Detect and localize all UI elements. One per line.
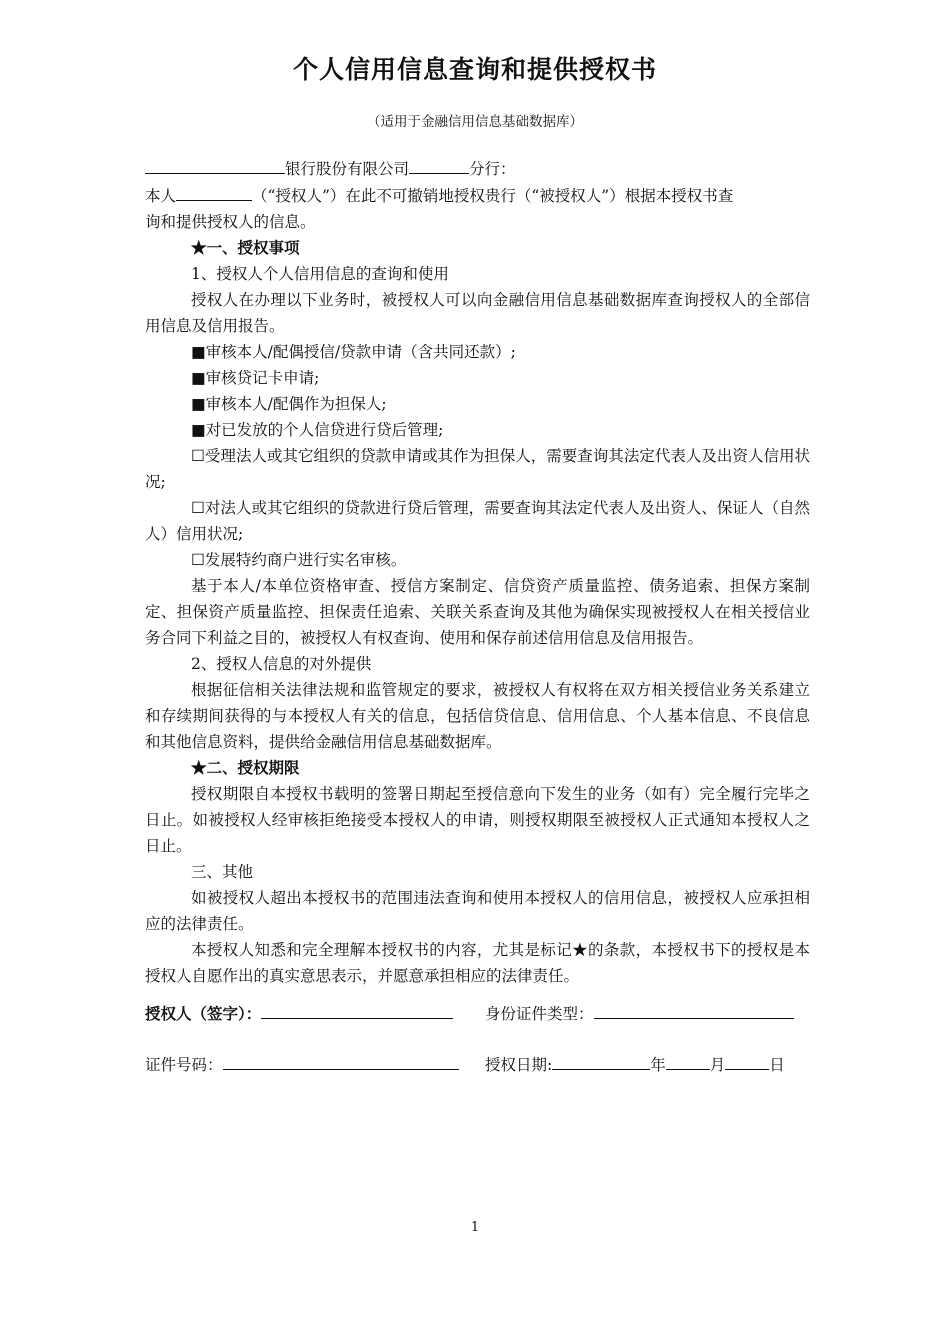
section3-heading: 三、其他 [191, 863, 254, 881]
id-number-label: 证件号码： [145, 1056, 223, 1074]
section1-sub2-paragraph: 根据征信相关法律法规和监管规定的要求，被授权人有权将在双方相关授信业务关系建立和存续期间获得的与本授权人有关的信息，包括信贷信息、信用信息、个人基本信息、不良信息和其他信息资料，提供给金融信用信息基础数据库。 [145, 681, 810, 751]
day-label: 日 [769, 1056, 785, 1074]
grant-line-1 [145, 182, 810, 209]
authorization-item: ■审核贷记卡申请; [191, 369, 320, 387]
grantor-name-blank [176, 182, 252, 201]
id-number-blank [223, 1051, 459, 1070]
section3-paragraph-1: 如被授权人超出本授权书的范围违法查询和使用本授权人的信用信息，被授权人应承担相应的法律责任。 [145, 889, 810, 933]
document-body [145, 155, 810, 989]
date-day-blank [725, 1051, 769, 1070]
section1-sub1-paragraph: 基于本人/本单位资格审查、授信方案制定、信贷资产质量监控、债务追索、担保方案制定、担保资产质量监控、担保责任追索、关联关系查询及其他为确保实现被授权人在相关授信业务合同下利益之目的，被授权人有权查询、使用和保存前述信用信息及信用报告。 [145, 577, 810, 647]
grant-line-2: 询和提供授权人的信息。 [145, 213, 316, 231]
date-label: 授权日期: [485, 1056, 553, 1074]
month-label: 月 [709, 1056, 726, 1074]
year-label: 年 [650, 1056, 666, 1074]
id-type-label: 身份证件类型： [485, 1005, 594, 1023]
authorization-item: ■审核本人/配偶授信/贷款申请（含共同还款）; [191, 343, 516, 361]
authorization-item: ☐发展特约商户进行实名审核。 [191, 551, 407, 569]
section1-heading: ★一、授权事项 [191, 238, 300, 257]
date-month-blank [666, 1051, 710, 1070]
signature-row-1 [145, 1000, 810, 1024]
document-title: 个人信用信息查询和提供授权书 [292, 55, 657, 84]
section1-sub1-heading: 1、授权人个人信用信息的查询和使用 [191, 265, 449, 283]
section3-paragraph-2: 本授权人知悉和完全理解本授权书的内容，尤其是标记★的条款，本授权书下的授权是本授权人自愿作出的真实意思表示，并愿意承担相应的法律责任。 [145, 941, 810, 985]
authorization-item: ☐受理法人或其它组织的贷款申请或其作为担保人，需要查询其法定代表人及出资人信用状况; [145, 447, 810, 491]
signer-signature-blank [261, 1000, 453, 1019]
id-type-blank [594, 1000, 794, 1019]
date-group [485, 1051, 785, 1075]
bank-suffix: 银行股份有限公司 [285, 160, 410, 178]
bank-branch-line [145, 155, 810, 182]
signature-row-2 [145, 1051, 810, 1075]
signer-label: 授权人（签字）： [145, 1004, 262, 1023]
authorization-item: ☐对法人或其它组织的贷款进行贷后管理，需要查询其法定代表人及出资人、保证人（自然人）信用状况; [145, 499, 810, 543]
id-type-group [485, 1000, 794, 1024]
section1-sub2-heading: 2、授权人信息的对外提供 [191, 655, 372, 673]
authorization-item: ■对已发放的个人信贷进行贷后管理; [191, 421, 444, 439]
date-year-blank [552, 1051, 650, 1070]
self-prefix: 本人 [145, 187, 177, 205]
document-subtitle: （适用于金融信用信息基础数据库） [367, 114, 583, 130]
page-number: 1 [470, 1220, 480, 1235]
grant-text-1: （“授权人”）在此不可撤销地授权贵行（“被授权人”）根据本授权书查 [252, 187, 734, 205]
section2-heading: ★二、授权期限 [191, 758, 300, 777]
section2-paragraph: 授权期限自本授权书载明的签署日期起至授信意向下发生的业务（如有）完全履行完毕之日止。如被授权人经审核拒绝接受本授权人的申请，则授权期限至被授权人正式通知本授权人之日止。 [145, 785, 810, 855]
branch-name-blank [409, 155, 469, 174]
authorization-item: ■审核本人/配偶作为担保人; [191, 395, 387, 413]
branch-suffix: 分行： [469, 160, 516, 178]
section1-sub1-intro: 授权人在办理以下业务时，被授权人可以向金融信用信息基础数据库查询授权人的全部信用信息及信用报告。 [145, 291, 810, 335]
bank-name-blank [145, 155, 285, 174]
